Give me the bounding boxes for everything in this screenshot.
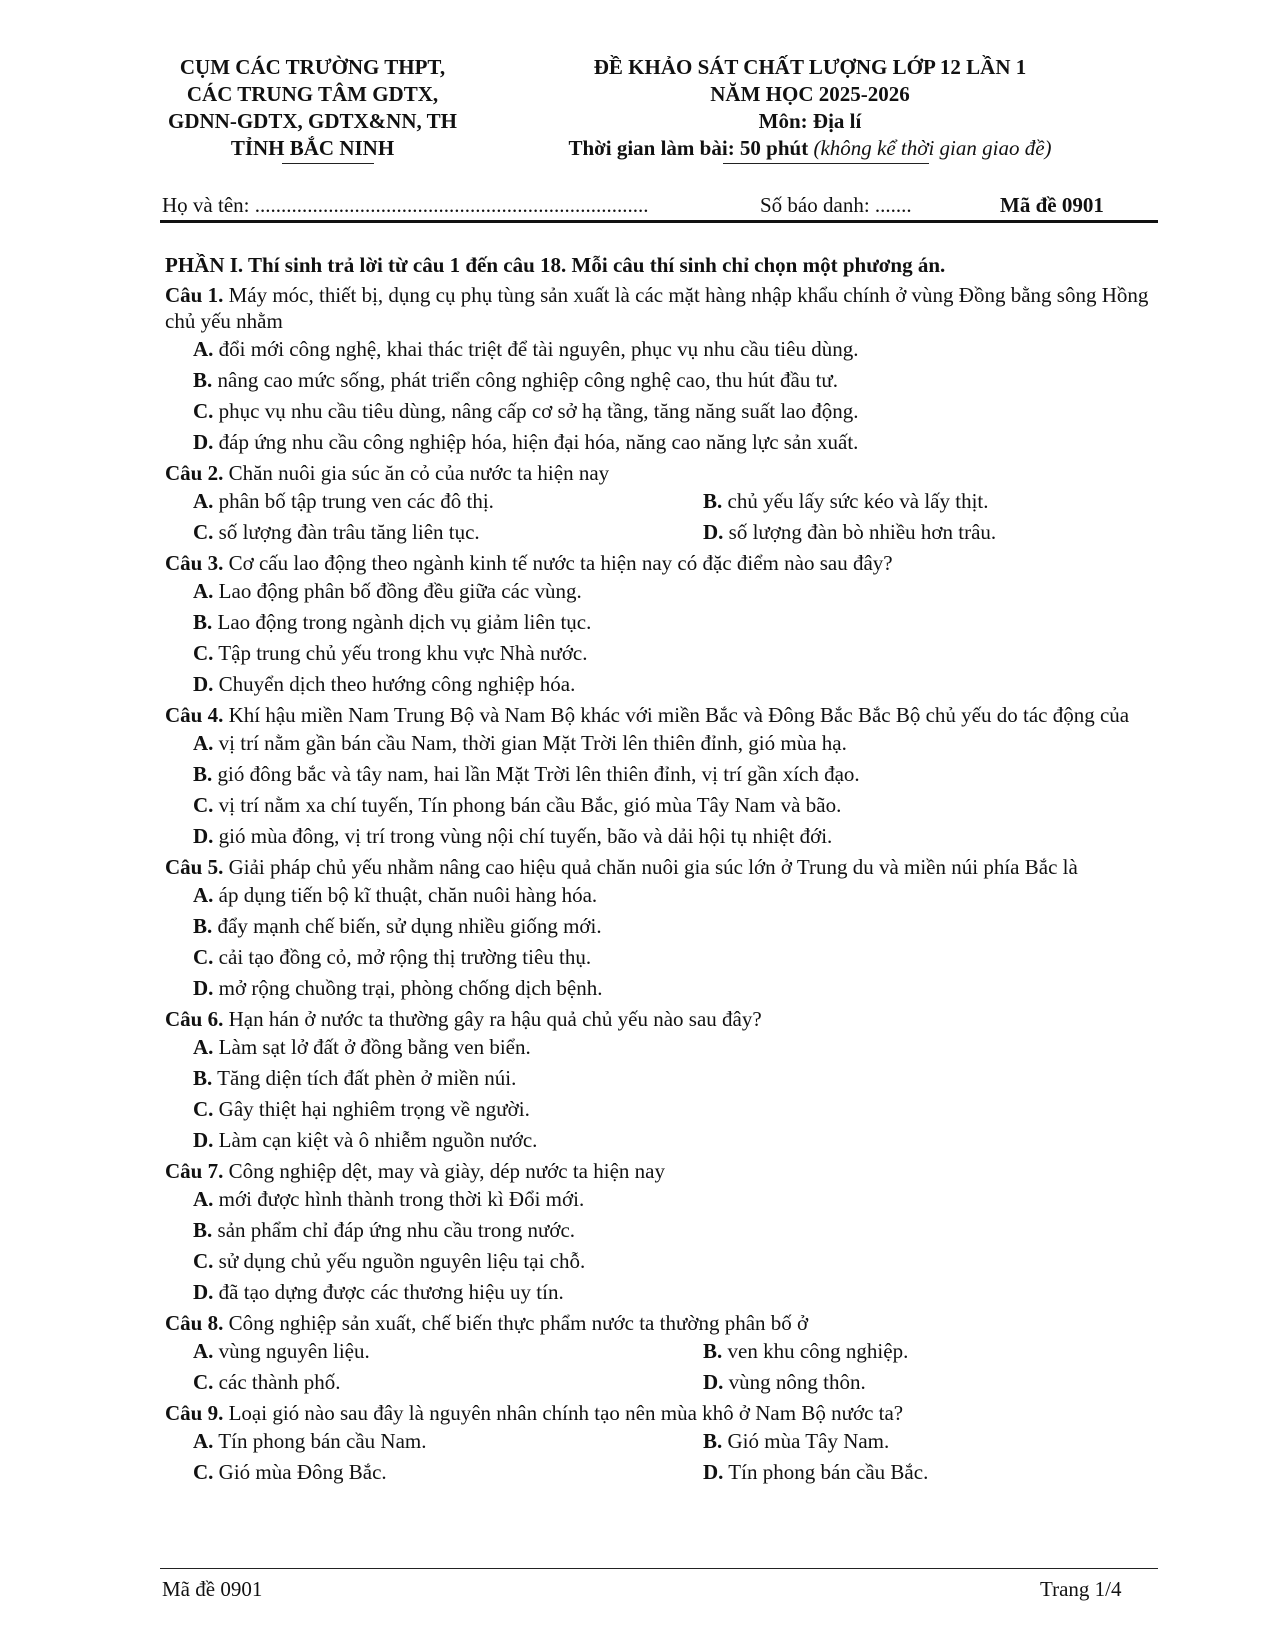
option-text: cải tạo đồng cỏ, mở rộng thị trường tiêu thụ. (218, 945, 592, 969)
question-text: Công nghiệp sản xuất, chế biến thực phẩm nước ta thường phân bố ở (228, 1311, 809, 1335)
option-text: sử dụng chủ yếu nguồn nguyên liệu tại chỗ. (218, 1249, 586, 1273)
option-text: gió mùa đông, vị trí trong vùng nội chí tuyến, bão và dải hội tụ nhiệt đới. (218, 824, 833, 848)
option-text: đổi mới công nghệ, khai thác triệt để tài nguyên, phục vụ nhu cầu tiêu dùng. (218, 337, 859, 361)
option-d[interactable] (165, 821, 1160, 852)
option-b[interactable] (165, 1215, 1160, 1246)
option-label: C. (193, 399, 214, 423)
option-b[interactable] (703, 1426, 889, 1457)
option-label: D. (193, 1128, 214, 1152)
option-b[interactable] (703, 486, 989, 517)
option-text: các thành phố. (218, 1370, 341, 1394)
option-text: Làm cạn kiệt và ô nhiễm nguồn nước. (218, 1128, 538, 1152)
option-text: phục vụ nhu cầu tiêu dùng, nâng cấp cơ sở hạ tầng, tăng năng suất lao động. (218, 399, 859, 423)
option-label: B. (193, 914, 213, 938)
option-b[interactable] (165, 1063, 1160, 1094)
duration-note: (không kể thời gian giao đề) (813, 136, 1052, 160)
option-a[interactable] (165, 576, 1160, 607)
option-text: đã tạo dựng được các thương hiệu uy tín. (218, 1280, 564, 1304)
option-text: Tín phong bán cầu Nam. (218, 1429, 427, 1453)
student-name-field[interactable]: Họ và tên: ........................................................................... (162, 193, 649, 217)
option-text: gió đông bắc và tây nam, hai lần Mặt Trời lên thiên đỉnh, vị trí gần xích đạo. (217, 762, 860, 786)
option-b[interactable] (165, 911, 1160, 942)
option-label: D. (703, 1460, 724, 1484)
option-c[interactable] (193, 1457, 387, 1488)
option-label: B. (193, 1066, 213, 1090)
question-2 (165, 460, 1160, 548)
option-label: A. (193, 1035, 214, 1059)
question-label: Câu 2. (165, 461, 224, 485)
option-text: Lao động phân bố đồng đều giữa các vùng. (218, 579, 582, 603)
option-text: đáp ứng nhu cầu công nghiệp hóa, hiện đại hóa, năng cao năng lực sản xuất. (218, 430, 859, 454)
option-label: D. (193, 672, 214, 696)
student-info-line (162, 190, 1162, 220)
question-stem (165, 854, 1160, 880)
option-c[interactable] (165, 396, 1160, 427)
question-label: Câu 9. (165, 1401, 224, 1425)
option-text: Tăng diện tích đất phèn ở miền núi. (217, 1066, 517, 1090)
option-label: C. (193, 793, 214, 817)
option-text: số lượng đàn bò nhiều hơn trâu. (728, 520, 997, 544)
option-label: C. (193, 1097, 214, 1121)
option-label: D. (193, 824, 214, 848)
option-c[interactable] (165, 942, 1160, 973)
option-label: C. (193, 945, 214, 969)
option-a[interactable] (165, 1184, 1160, 1215)
option-d[interactable] (703, 1457, 928, 1488)
option-b[interactable] (703, 1336, 908, 1367)
question-8 (165, 1310, 1160, 1398)
question-text: Giải pháp chủ yếu nhằm nâng cao hiệu quả chăn nuôi gia súc lớn ở Trung du và miền núi phía Bắc là (228, 855, 1078, 879)
option-row (165, 517, 1160, 548)
option-label: B. (703, 489, 723, 513)
option-label: B. (703, 1429, 723, 1453)
org-underline (282, 163, 374, 164)
school-year: NĂM HỌC 2025-2026 (710, 82, 910, 106)
option-a[interactable] (165, 1032, 1160, 1063)
option-d[interactable] (165, 1125, 1160, 1156)
option-text: Tín phong bán cầu Bắc. (728, 1460, 929, 1484)
option-label: A. (193, 883, 214, 907)
issuing-organization (150, 54, 475, 162)
page-number: Trang 1/4 (1040, 1577, 1122, 1601)
question-stem (165, 1006, 1160, 1032)
option-label: C. (193, 520, 214, 544)
option-label: A. (193, 489, 214, 513)
option-c[interactable] (193, 1367, 341, 1398)
question-4 (165, 702, 1160, 852)
question-text: Chăn nuôi gia súc ăn cỏ của nước ta hiện nay (228, 461, 610, 485)
option-row (165, 1336, 1160, 1367)
option-text: mới được hình thành trong thời kì Đổi mới. (218, 1187, 585, 1211)
option-c[interactable] (165, 638, 1160, 669)
option-a[interactable] (165, 880, 1160, 911)
question-text: Khí hậu miền Nam Trung Bộ và Nam Bộ khác với miền Bắc và Đông Bắc Bắc Bộ chủ yếu do tác động của (228, 703, 1130, 727)
org-line-2: CÁC TRUNG TÂM GDTX, (186, 82, 439, 106)
question-label: Câu 4. (165, 703, 224, 727)
question-stem (165, 460, 1160, 486)
option-text: Tập trung chủ yếu trong khu vực Nhà nước. (218, 641, 588, 665)
option-text: số lượng đàn trâu tăng liên tục. (218, 520, 480, 544)
footer-exam-code: Mã đề 0901 (162, 1577, 263, 1601)
header-divider (160, 220, 1158, 223)
question-stem (165, 1158, 1160, 1184)
option-c[interactable] (165, 1246, 1160, 1277)
question-text: Loại gió nào sau đây là nguyên nhân chính tạo nên mùa khô ở Nam Bộ nước ta? (228, 1401, 904, 1425)
heading-underline (723, 163, 929, 164)
option-text: Gây thiệt hại nghiêm trọng về người. (218, 1097, 530, 1121)
option-label: A. (193, 579, 214, 603)
option-text: áp dụng tiến bộ kĩ thuật, chăn nuôi hàng hóa. (218, 883, 598, 907)
option-label: D. (193, 430, 214, 454)
option-label: C. (193, 1370, 214, 1394)
question-label: Câu 6. (165, 1007, 224, 1031)
option-c[interactable] (193, 517, 480, 548)
option-text: chủ yếu lấy sức kéo và lấy thịt. (727, 489, 989, 513)
option-label: A. (193, 731, 214, 755)
option-text: ven khu công nghiệp. (727, 1339, 909, 1363)
question-6 (165, 1006, 1160, 1156)
subject: Môn: Địa lí (758, 109, 862, 133)
option-text: Chuyển dịch theo hướng công nghiệp hóa. (218, 672, 576, 696)
option-label: B. (193, 610, 213, 634)
option-label: A. (193, 1187, 214, 1211)
question-label: Câu 8. (165, 1311, 224, 1335)
option-d[interactable] (703, 1367, 866, 1398)
option-b[interactable] (165, 365, 1160, 396)
option-label: B. (193, 368, 213, 392)
option-c[interactable] (165, 1094, 1160, 1125)
option-row (165, 1457, 1160, 1488)
question-stem (165, 1400, 1160, 1426)
option-label: C. (193, 641, 214, 665)
question-label: Câu 1. (165, 283, 224, 307)
option-text: Gió mùa Đông Bắc. (218, 1460, 387, 1484)
duration: Thời gian làm bài: 50 phút (568, 136, 809, 160)
option-label: B. (193, 1218, 213, 1242)
question-text: Công nghiệp dệt, may và giày, dép nước ta hiện nay (228, 1159, 665, 1183)
option-text: phân bố tập trung ven các đô thị. (218, 489, 494, 513)
exam-content (165, 250, 1160, 1488)
question-text: Máy móc, thiết bị, dụng cụ phụ tùng sản xuất là các mặt hàng nhập khẩu chính ở vùng Đồng bằng sông Hồng chủ yếu nhằm (165, 283, 1149, 333)
org-line-1: CỤM CÁC TRƯỜNG THPT, (179, 55, 446, 79)
option-text: vị trí nằm gần bán cầu Nam, thời gian Mặt Trời lên thiên đỉnh, gió mùa hạ. (218, 731, 847, 755)
option-text: vùng nguyên liệu. (218, 1339, 370, 1363)
option-c[interactable] (165, 790, 1160, 821)
option-label: D. (703, 520, 724, 544)
option-text: sản phẩm chỉ đáp ứng nhu cầu trong nước. (217, 1218, 576, 1242)
question-7 (165, 1158, 1160, 1308)
question-5 (165, 854, 1160, 1004)
footer-divider (160, 1568, 1158, 1569)
duration-line (510, 135, 1110, 162)
option-a[interactable] (165, 334, 1160, 365)
option-d[interactable] (165, 427, 1160, 458)
section-title: PHẦN I. Thí sinh trả lời từ câu 1 đến câu 18. Mỗi câu thí sinh chỉ chọn một phương án. (165, 253, 946, 277)
option-label: C. (193, 1460, 214, 1484)
option-label: B. (703, 1339, 723, 1363)
option-d[interactable] (165, 669, 1160, 700)
option-a[interactable] (165, 728, 1160, 759)
exam-heading (510, 54, 1110, 162)
option-a[interactable] (193, 1336, 370, 1367)
exam-title: ĐỀ KHẢO SÁT CHẤT LƯỢNG LỚP 12 LẦN 1 (593, 55, 1027, 79)
question-stem (165, 702, 1160, 728)
option-d[interactable] (703, 517, 996, 548)
option-d[interactable] (165, 1277, 1160, 1308)
option-text: vị trí nằm xa chí tuyến, Tín phong bán cầu Bắc, gió mùa Tây Nam và bão. (218, 793, 842, 817)
question-1 (165, 282, 1160, 458)
option-row (165, 1367, 1160, 1398)
option-text: nâng cao mức sống, phát triển công nghiệp công nghệ cao, thu hút đầu tư. (217, 368, 839, 392)
question-label: Câu 7. (165, 1159, 224, 1183)
option-label: A. (193, 337, 214, 361)
option-label: A. (193, 1429, 214, 1453)
option-a[interactable] (193, 1426, 427, 1457)
option-row (165, 486, 1160, 517)
option-label: D. (703, 1370, 724, 1394)
option-label: B. (193, 762, 213, 786)
option-text: Lao động trong ngành dịch vụ giảm liên tục. (217, 610, 592, 634)
question-stem (165, 550, 1160, 576)
question-text: Cơ cấu lao động theo ngành kinh tế nước ta hiện nay có đặc điểm nào sau đây? (228, 551, 893, 575)
option-text: mở rộng chuồng trại, phòng chống dịch bệnh. (218, 976, 603, 1000)
org-line-4: TỈNH BẮC NINH (230, 136, 395, 160)
question-text: Hạn hán ở nước ta thường gây ra hậu quả chủ yếu nào sau đây? (228, 1007, 762, 1031)
option-text: vùng nông thôn. (728, 1370, 866, 1394)
option-text: Làm sạt lở đất ở đồng bằng ven biển. (218, 1035, 531, 1059)
option-label: C. (193, 1249, 214, 1273)
question-3 (165, 550, 1160, 700)
question-9 (165, 1400, 1160, 1488)
option-text: đẩy mạnh chế biến, sử dụng nhiều giống mới. (217, 914, 602, 938)
option-row (165, 1426, 1160, 1457)
option-label: D. (193, 976, 214, 1000)
option-b[interactable] (165, 607, 1160, 638)
question-stem (165, 1310, 1160, 1336)
question-stem (165, 282, 1160, 334)
exam-code: Mã đề 0901 (1000, 193, 1104, 217)
option-a[interactable] (193, 486, 494, 517)
question-label: Câu 3. (165, 551, 224, 575)
option-text: Gió mùa Tây Nam. (727, 1429, 890, 1453)
option-b[interactable] (165, 759, 1160, 790)
option-d[interactable] (165, 973, 1160, 1004)
student-id-field[interactable]: Số báo danh: ....... (760, 193, 912, 217)
org-line-3: GDNN-GDTX, GDTX&NN, TH (168, 109, 457, 133)
option-label: A. (193, 1339, 214, 1363)
question-label: Câu 5. (165, 855, 224, 879)
option-label: D. (193, 1280, 214, 1304)
